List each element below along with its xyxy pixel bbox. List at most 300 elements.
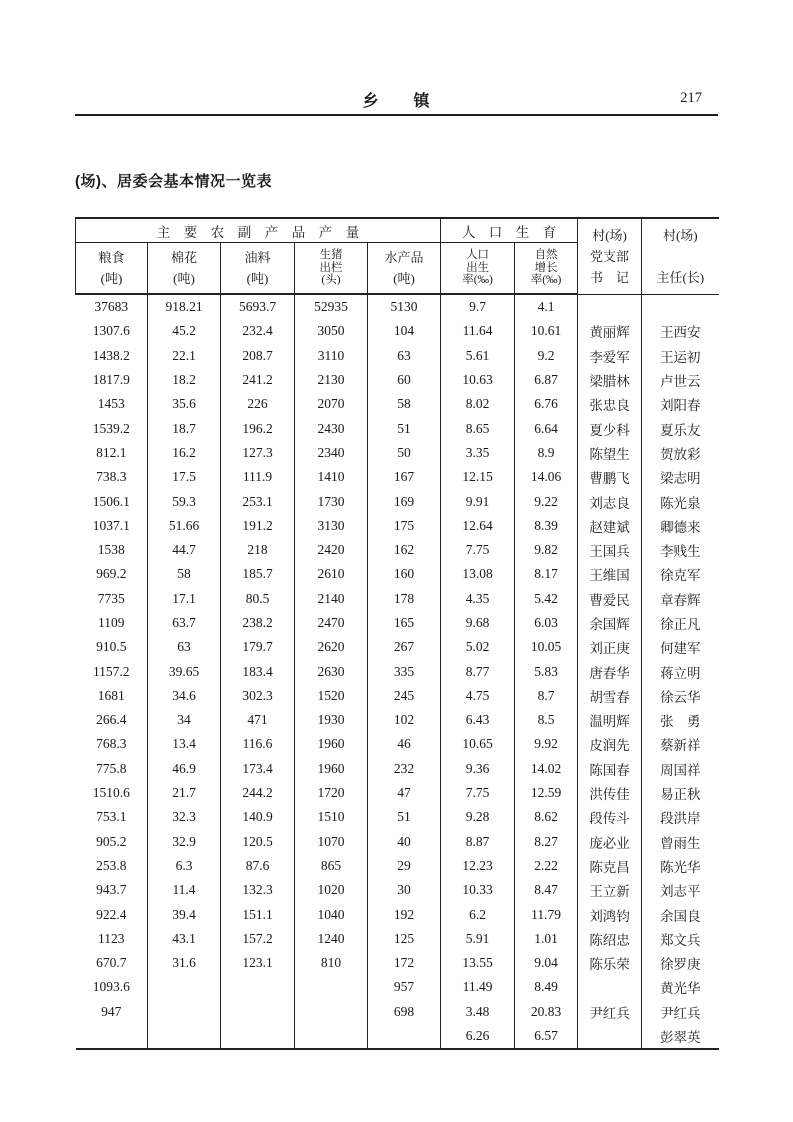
cell-growth-rate: 20.83: [515, 1000, 578, 1024]
header-line: 人口: [466, 249, 490, 262]
cell-growth-rate: 8.62: [515, 805, 578, 829]
cell-grain: 1453: [76, 392, 148, 416]
cell-pigs: 1510: [295, 805, 368, 829]
cell-cotton: 22.1: [148, 344, 221, 368]
cell-aquatic: [368, 1024, 441, 1049]
cell-secretary: 陈望生: [578, 441, 642, 465]
cell-grain: 1157.2: [76, 659, 148, 683]
cell-oil: 140.9: [221, 805, 295, 829]
group-header-produce-label: 主要农副产品产量: [156, 224, 373, 240]
page-header: [75, 88, 718, 112]
table-row: [76, 830, 719, 854]
cell-oil: 183.4: [221, 659, 295, 683]
statistics-table: [75, 217, 719, 1050]
cell-oil: 173.4: [221, 757, 295, 781]
cell-birth-rate: 6.43: [441, 708, 515, 732]
cell-oil: 226: [221, 392, 295, 416]
table-row: [76, 562, 719, 586]
cell-director: 曾雨生: [660, 835, 701, 851]
cell-grain: 1506.1: [76, 489, 148, 513]
cell-grain: 1817.9: [76, 368, 148, 392]
table-row: [76, 805, 719, 829]
cell-secretary: [578, 975, 642, 999]
cell-grain: 1510.6: [76, 781, 148, 805]
header-line: 油料: [244, 250, 271, 265]
cell-secretary: 夏少科: [578, 416, 642, 440]
cell-director: 段洪岸: [660, 811, 701, 827]
cell-cotton: 31.6: [148, 951, 221, 975]
cell-secretary: 黄丽辉: [578, 319, 642, 343]
running-header-title: 乡 镇: [362, 93, 431, 110]
cell-director: 张 勇: [660, 714, 701, 730]
cell-cotton: 39.65: [148, 659, 221, 683]
cell-cotton: 39.4: [148, 902, 221, 926]
cell-secretary: 赵建斌: [578, 514, 642, 538]
cell-birth-rate: 8.87: [441, 830, 515, 854]
cell-oil: 302.3: [221, 684, 295, 708]
cell-director: 余国良: [660, 908, 701, 924]
cell-director: 尹红兵: [660, 1005, 701, 1021]
cell-pigs: 3050: [295, 319, 368, 343]
table-body: [76, 294, 719, 1049]
cell-birth-rate: 3.48: [441, 1000, 515, 1024]
cell-secretary: 刘鸿钧: [578, 902, 642, 926]
cell-pigs: 2420: [295, 538, 368, 562]
cell-birth-rate: 4.75: [441, 684, 515, 708]
cell-director: 彭翠英: [660, 1030, 701, 1046]
cell-grain: 753.1: [76, 805, 148, 829]
cell-pigs: 1930: [295, 708, 368, 732]
cell-cotton: [148, 1024, 221, 1049]
header-line: 党支部: [590, 248, 630, 264]
cell-oil: [221, 1024, 295, 1049]
cell-pigs: 1960: [295, 732, 368, 756]
cell-oil: 253.1: [221, 489, 295, 513]
cell-pigs: 3130: [295, 514, 368, 538]
cell-grain: 812.1: [76, 441, 148, 465]
cell-cotton: 63.7: [148, 611, 221, 635]
header-line: 率(‰): [462, 274, 493, 287]
header-line: (吨): [246, 271, 269, 286]
cell-pigs: 2140: [295, 587, 368, 611]
cell-grain: 670.7: [76, 951, 148, 975]
cell-cotton: 32.3: [148, 805, 221, 829]
cell-birth-rate: 10.63: [441, 368, 515, 392]
table-row: [76, 902, 719, 926]
cell-cotton: 34: [148, 708, 221, 732]
cell-director: 贺放彩: [660, 446, 701, 462]
cell-aquatic: 167: [368, 465, 441, 489]
cell-oil: 120.5: [221, 830, 295, 854]
cell-cotton: 17.1: [148, 587, 221, 611]
cell-birth-rate: 6.2: [441, 902, 515, 926]
cell-aquatic: 60: [368, 368, 441, 392]
table-row: [76, 1024, 719, 1049]
cell-birth-rate: 9.28: [441, 805, 515, 829]
cell-aquatic: 335: [368, 659, 441, 683]
cell-oil: 127.3: [221, 441, 295, 465]
table-row: [76, 611, 719, 635]
cell-secretary: 唐春华: [578, 659, 642, 683]
cell-growth-rate: 12.59: [515, 781, 578, 805]
cell-pigs: 2130: [295, 368, 368, 392]
cell-pigs: 52935: [295, 294, 368, 319]
table-row: [76, 684, 719, 708]
cell-cotton: 17.5: [148, 465, 221, 489]
cell-cotton: 18.7: [148, 416, 221, 440]
header-line: 水产品: [384, 250, 424, 265]
cell-aquatic: 104: [368, 319, 441, 343]
cell-director: 蔡新祥: [660, 738, 701, 754]
cell-secretary: 胡雪春: [578, 684, 642, 708]
cell-aquatic: 5130: [368, 294, 441, 319]
table-row: [76, 951, 719, 975]
cell-growth-rate: 9.82: [515, 538, 578, 562]
cell-cotton: 59.3: [148, 489, 221, 513]
cell-growth-rate: 9.2: [515, 344, 578, 368]
cell-aquatic: 50: [368, 441, 441, 465]
cell-cotton: 918.21: [148, 294, 221, 319]
table-header: [76, 218, 719, 294]
cell-oil: 218: [221, 538, 295, 562]
cell-oil: 191.2: [221, 514, 295, 538]
cell-aquatic: 63: [368, 344, 441, 368]
group-header-population-label: 人口生育: [461, 224, 570, 240]
cell-cotton: 44.7: [148, 538, 221, 562]
cell-growth-rate: 8.27: [515, 830, 578, 854]
cell-oil: 87.6: [221, 854, 295, 878]
cell-pigs: 2470: [295, 611, 368, 635]
table-row: [76, 465, 719, 489]
cell-growth-rate: 1.01: [515, 927, 578, 951]
cell-grain: 775.8: [76, 757, 148, 781]
header-line: 出栏: [319, 261, 343, 274]
cell-director: 李贱生: [660, 544, 701, 560]
table-row: [76, 319, 719, 343]
table-row: [76, 587, 719, 611]
header-rule: [75, 114, 718, 116]
cell-grain: 1093.6: [76, 975, 148, 999]
cell-oil: 179.7: [221, 635, 295, 659]
header-line: (吨): [100, 271, 123, 286]
cell-grain: 1539.2: [76, 416, 148, 440]
cell-director: 刘志平: [660, 884, 701, 900]
cell-director: 陈光泉: [660, 495, 701, 511]
cell-oil: 238.2: [221, 611, 295, 635]
cell-aquatic: 957: [368, 975, 441, 999]
cell-pigs: 2340: [295, 441, 368, 465]
cell-aquatic: 169: [368, 489, 441, 513]
table-row: [76, 368, 719, 392]
cell-oil: 196.2: [221, 416, 295, 440]
header-line: 生猪: [319, 249, 343, 262]
cell-director: 徐罗庚: [660, 957, 701, 973]
cell-cotton: 6.3: [148, 854, 221, 878]
column-header-birth-rate: [441, 243, 515, 295]
header-line: 村(场): [592, 228, 627, 243]
table-row: [76, 975, 719, 999]
cell-director: 陈光华: [660, 859, 701, 875]
cell-growth-rate: 8.47: [515, 878, 578, 902]
cell-secretary: [578, 294, 642, 319]
table-row: [76, 416, 719, 440]
header-line: 粮食: [98, 250, 125, 265]
cell-aquatic: 160: [368, 562, 441, 586]
cell-director: 周国祥: [660, 762, 701, 778]
cell-cotton: 11.4: [148, 878, 221, 902]
cell-pigs: 2070: [295, 392, 368, 416]
cell-oil: 241.2: [221, 368, 295, 392]
cell-cotton: 63: [148, 635, 221, 659]
cell-birth-rate: 5.91: [441, 927, 515, 951]
table-row: [76, 878, 719, 902]
cell-birth-rate: 12.23: [441, 854, 515, 878]
cell-secretary: [578, 1024, 642, 1049]
cell-director: 夏乐友: [660, 422, 701, 438]
cell-oil: 157.2: [221, 927, 295, 951]
cell-grain: 947: [76, 1000, 148, 1024]
cell-aquatic: 172: [368, 951, 441, 975]
cell-birth-rate: 13.55: [441, 951, 515, 975]
cell-aquatic: 192: [368, 902, 441, 926]
cell-growth-rate: 8.5: [515, 708, 578, 732]
cell-growth-rate: 11.79: [515, 902, 578, 926]
cell-cotton: 34.6: [148, 684, 221, 708]
header-line: 增长: [534, 261, 558, 274]
table-title: (场)、居委会基本情况一览表: [75, 173, 272, 190]
cell-aquatic: 175: [368, 514, 441, 538]
cell-oil: 116.6: [221, 732, 295, 756]
header-line: 主任(长): [656, 269, 705, 285]
cell-birth-rate: 5.02: [441, 635, 515, 659]
cell-grain: 738.3: [76, 465, 148, 489]
cell-growth-rate: 8.49: [515, 975, 578, 999]
cell-pigs: 1520: [295, 684, 368, 708]
cell-pigs: 1410: [295, 465, 368, 489]
cell-director: 易正秋: [660, 787, 701, 803]
cell-birth-rate: 6.26: [441, 1024, 515, 1049]
cell-grain: 266.4: [76, 708, 148, 732]
cell-secretary: 王国兵: [578, 538, 642, 562]
cell-pigs: 1960: [295, 757, 368, 781]
table-row: [76, 927, 719, 951]
cell-director: 卿德来: [660, 519, 701, 535]
cell-aquatic: 47: [368, 781, 441, 805]
cell-pigs: 3110: [295, 344, 368, 368]
cell-growth-rate: 10.05: [515, 635, 578, 659]
cell-growth-rate: 8.7: [515, 684, 578, 708]
cell-secretary: 曹爱民: [578, 587, 642, 611]
column-header-aquatic: [368, 243, 441, 295]
cell-growth-rate: 8.39: [515, 514, 578, 538]
header-line: 自然: [534, 249, 558, 262]
cell-grain: 943.7: [76, 878, 148, 902]
cell-director: 郑文兵: [660, 932, 701, 948]
cell-director: 徐正凡: [660, 617, 701, 632]
column-header-oil: [221, 243, 295, 295]
cell-aquatic: 165: [368, 611, 441, 635]
table-row: [76, 781, 719, 805]
cell-oil: 111.9: [221, 465, 295, 489]
cell-growth-rate: 6.64: [515, 416, 578, 440]
cell-birth-rate: 9.68: [441, 611, 515, 635]
cell-director: 王运初: [660, 349, 701, 365]
cell-pigs: 1730: [295, 489, 368, 513]
cell-grain: 910.5: [76, 635, 148, 659]
cell-aquatic: 58: [368, 392, 441, 416]
table-row: [76, 854, 719, 878]
cell-cotton: 16.2: [148, 441, 221, 465]
cell-aquatic: 51: [368, 416, 441, 440]
column-header-secretary: [578, 218, 642, 294]
cell-oil: 123.1: [221, 951, 295, 975]
header-line: 率(‰): [530, 274, 562, 287]
cell-grain: [76, 1024, 148, 1049]
cell-oil: 208.7: [221, 344, 295, 368]
cell-secretary: 陈国春: [578, 757, 642, 781]
cell-aquatic: 178: [368, 587, 441, 611]
cell-cotton: 32.9: [148, 830, 221, 854]
cell-birth-rate: 3.35: [441, 441, 515, 465]
cell-aquatic: 162: [368, 538, 441, 562]
cell-birth-rate: 9.91: [441, 489, 515, 513]
cell-cotton: 43.1: [148, 927, 221, 951]
cell-pigs: 1240: [295, 927, 368, 951]
cell-birth-rate: 10.65: [441, 732, 515, 756]
cell-pigs: 1070: [295, 830, 368, 854]
cell-oil: 185.7: [221, 562, 295, 586]
cell-grain: 37683: [76, 294, 148, 319]
cell-grain: 1681: [76, 684, 148, 708]
header-line: 出生: [466, 261, 490, 274]
cell-pigs: [295, 1024, 368, 1049]
cell-director: 黄光华: [660, 981, 701, 997]
cell-pigs: 2630: [295, 659, 368, 683]
column-header-grain: [76, 243, 148, 295]
cell-secretary: 陈克昌: [578, 854, 642, 878]
column-header-pigs: [295, 243, 368, 295]
cell-oil: 471: [221, 708, 295, 732]
cell-secretary: 曹鹏飞: [578, 465, 642, 489]
cell-growth-rate: 2.22: [515, 854, 578, 878]
cell-secretary: 刘正庚: [578, 635, 642, 659]
cell-grain: 253.8: [76, 854, 148, 878]
cell-secretary: 陈乐荣: [578, 951, 642, 975]
cell-birth-rate: 12.64: [441, 514, 515, 538]
cell-birth-rate: 9.36: [441, 757, 515, 781]
cell-grain: 1109: [76, 611, 148, 635]
cell-birth-rate: 7.75: [441, 538, 515, 562]
cell-grain: 969.2: [76, 562, 148, 586]
cell-director: 徐克军: [660, 568, 701, 584]
cell-oil: 151.1: [221, 902, 295, 926]
column-header-growth-rate: [515, 243, 578, 295]
cell-cotton: 46.9: [148, 757, 221, 781]
cell-pigs: 865: [295, 854, 368, 878]
cell-growth-rate: 6.76: [515, 392, 578, 416]
cell-birth-rate: 11.64: [441, 319, 515, 343]
cell-birth-rate: 12.15: [441, 465, 515, 489]
table-row: [76, 1000, 719, 1024]
cell-aquatic: 698: [368, 1000, 441, 1024]
cell-director: 章春辉: [660, 592, 701, 608]
cell-grain: 922.4: [76, 902, 148, 926]
cell-growth-rate: 9.04: [515, 951, 578, 975]
cell-growth-rate: 8.17: [515, 562, 578, 586]
cell-birth-rate: 10.33: [441, 878, 515, 902]
cell-grain: 768.3: [76, 732, 148, 756]
cell-oil: 232.4: [221, 319, 295, 343]
cell-oil: 80.5: [221, 587, 295, 611]
cell-aquatic: 40: [368, 830, 441, 854]
cell-oil: [221, 975, 295, 999]
table-row: [76, 708, 719, 732]
table-row: [76, 392, 719, 416]
cell-aquatic: 245: [368, 684, 441, 708]
group-header-produce: [76, 218, 441, 243]
table-row: [76, 757, 719, 781]
cell-cotton: 58: [148, 562, 221, 586]
cell-birth-rate: 11.49: [441, 975, 515, 999]
cell-growth-rate: 10.61: [515, 319, 578, 343]
cell-cotton: [148, 975, 221, 999]
cell-pigs: 1040: [295, 902, 368, 926]
cell-birth-rate: 7.75: [441, 781, 515, 805]
cell-aquatic: 125: [368, 927, 441, 951]
column-header-director: [642, 218, 719, 294]
page-number: 217: [680, 90, 702, 106]
cell-aquatic: 232: [368, 757, 441, 781]
cell-director: 徐云华: [660, 689, 701, 705]
header-line: 村(场): [662, 228, 698, 243]
cell-oil: 132.3: [221, 878, 295, 902]
cell-secretary: 段传斗: [578, 805, 642, 829]
column-header-cotton: [148, 243, 221, 295]
cell-secretary: 王维国: [578, 562, 642, 586]
cell-oil: 244.2: [221, 781, 295, 805]
cell-oil: [221, 1000, 295, 1024]
cell-grain: 7735: [76, 587, 148, 611]
cell-aquatic: 267: [368, 635, 441, 659]
cell-director: 何建军: [660, 641, 701, 657]
cell-director: 卢世云: [660, 374, 701, 390]
cell-pigs: 1720: [295, 781, 368, 805]
cell-director: 梁志明: [660, 471, 701, 487]
cell-birth-rate: 4.35: [441, 587, 515, 611]
cell-director: [642, 294, 719, 319]
group-header-row: [76, 218, 719, 243]
cell-growth-rate: 4.1: [515, 294, 578, 319]
header-line: (吨): [173, 271, 195, 286]
cell-grain: 1037.1: [76, 514, 148, 538]
cell-cotton: 21.7: [148, 781, 221, 805]
cell-secretary: 温明辉: [578, 708, 642, 732]
cell-grain: 905.2: [76, 830, 148, 854]
cell-growth-rate: 8.9: [515, 441, 578, 465]
header-line: (吨): [393, 271, 415, 286]
cell-growth-rate: 6.87: [515, 368, 578, 392]
cell-secretary: 张忠良: [578, 392, 642, 416]
cell-secretary: 余国辉: [578, 611, 642, 635]
cell-grain: 1123: [76, 927, 148, 951]
cell-pigs: 2610: [295, 562, 368, 586]
cell-birth-rate: 9.7: [441, 294, 515, 319]
cell-director: 刘阳春: [660, 398, 701, 414]
cell-growth-rate: 5.42: [515, 587, 578, 611]
cell-pigs: [295, 1000, 368, 1024]
cell-director: 蒋立明: [660, 665, 701, 681]
cell-cotton: [148, 1000, 221, 1024]
